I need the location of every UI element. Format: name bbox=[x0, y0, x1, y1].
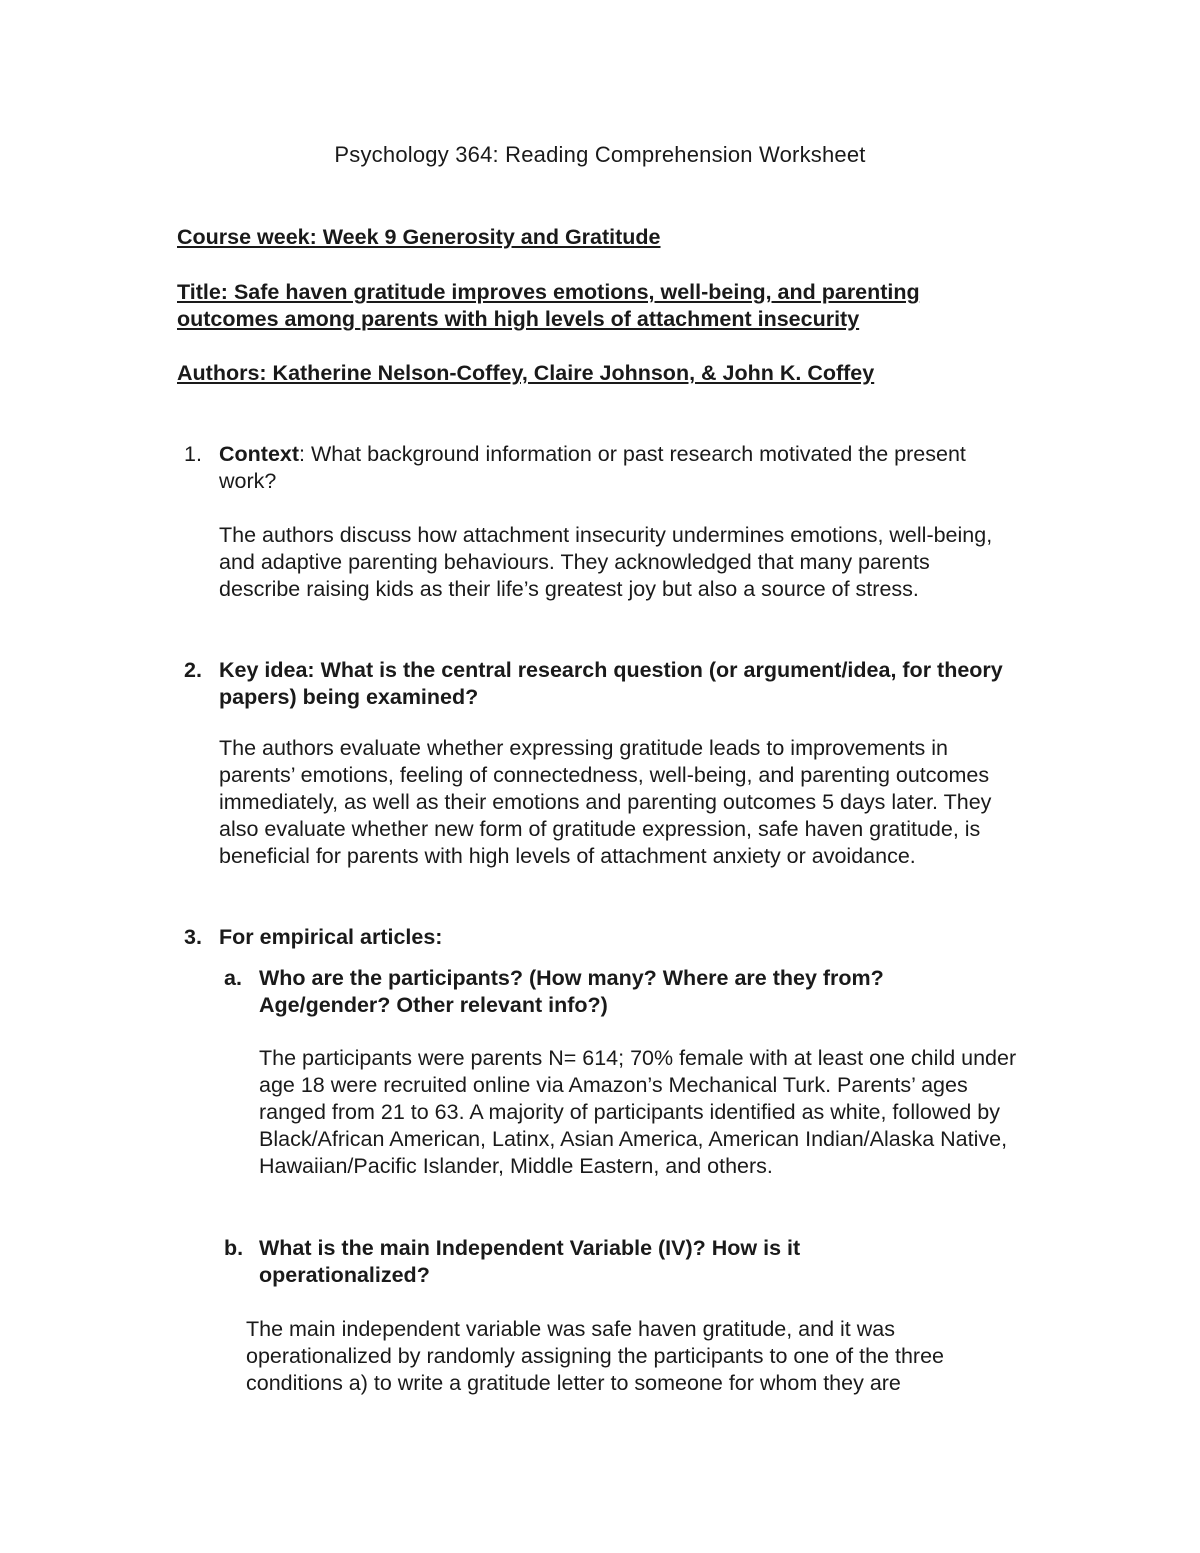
answer-2: The authors evaluate whether expressing gratitude leads to improvements in parents’ emotions, feeling of connectedness, well-being, and parenting outcomes immediately, as well as their emotions and parenting outcomes 5 days later. They also evaluate whether new form of gratitude expression, safe haven gratitude, is beneficial for parents with high levels of attachment anxiety or avoidance. bbox=[219, 736, 992, 868]
question-number: b. bbox=[224, 1236, 244, 1260]
question-3a bbox=[224, 965, 1014, 1019]
question-2 bbox=[184, 657, 1014, 711]
answer-3b: The main independent variable was safe haven gratitude, and it was operationalized by randomly assigning the participants to one of the three conditions a) to write a gratitude letter to someone for whom they are bbox=[246, 1317, 944, 1395]
article-title: Title: Safe haven gratitude improves emotions, well-being, and parenting outcomes among parents with high levels of attachment insecurity bbox=[177, 280, 920, 331]
worksheet-title: Psychology 364: Reading Comprehension Worksheet bbox=[334, 142, 866, 167]
question-number: a. bbox=[224, 966, 242, 990]
course-week: Course week: Week 9 Generosity and Gratitude bbox=[177, 225, 661, 249]
question-text: Key idea: What is the central research question (or argument/idea, for theory papers) being examined? bbox=[219, 658, 1003, 709]
question-3 bbox=[184, 924, 1014, 951]
question-number: 3. bbox=[184, 925, 202, 949]
question-text: : What background information or past research motivated the present work? bbox=[219, 442, 966, 493]
article-authors: Authors: Katherine Nelson-Coffey, Claire Johnson, & John K. Coffey bbox=[177, 361, 875, 385]
question-number: 1. bbox=[184, 442, 202, 466]
question-3b bbox=[224, 1235, 874, 1289]
question-text: Who are the participants? (How many? Where are they from? Age/gender? Other relevant info?) bbox=[259, 966, 884, 1017]
question-text: What is the main Independent Variable (IV)? How is it operationalized? bbox=[259, 1236, 801, 1287]
answer-1: The authors discuss how attachment insecurity undermines emotions, well-being, and adaptive parenting behaviours. They acknowledged that many parents describe raising kids as their life’s greatest joy but also a source of stress. bbox=[219, 523, 993, 601]
question-label: Context bbox=[219, 442, 300, 466]
answer-3a: The participants were parents N= 614; 70% female with at least one child under age 18 were recruited online via Amazon’s Mechanical Turk. Parents’ ages ranged from 21 to 63. A majority of participants identified as white, followed by Black/African American, Latinx, Asian America, American Indian/Alaska Native, Hawaiian/Pacific Islander, Middle Eastern, and others. bbox=[259, 1046, 1017, 1178]
question-number: 2. bbox=[184, 658, 202, 682]
question-text: For empirical articles: bbox=[219, 925, 443, 949]
question-1 bbox=[184, 441, 1014, 495]
